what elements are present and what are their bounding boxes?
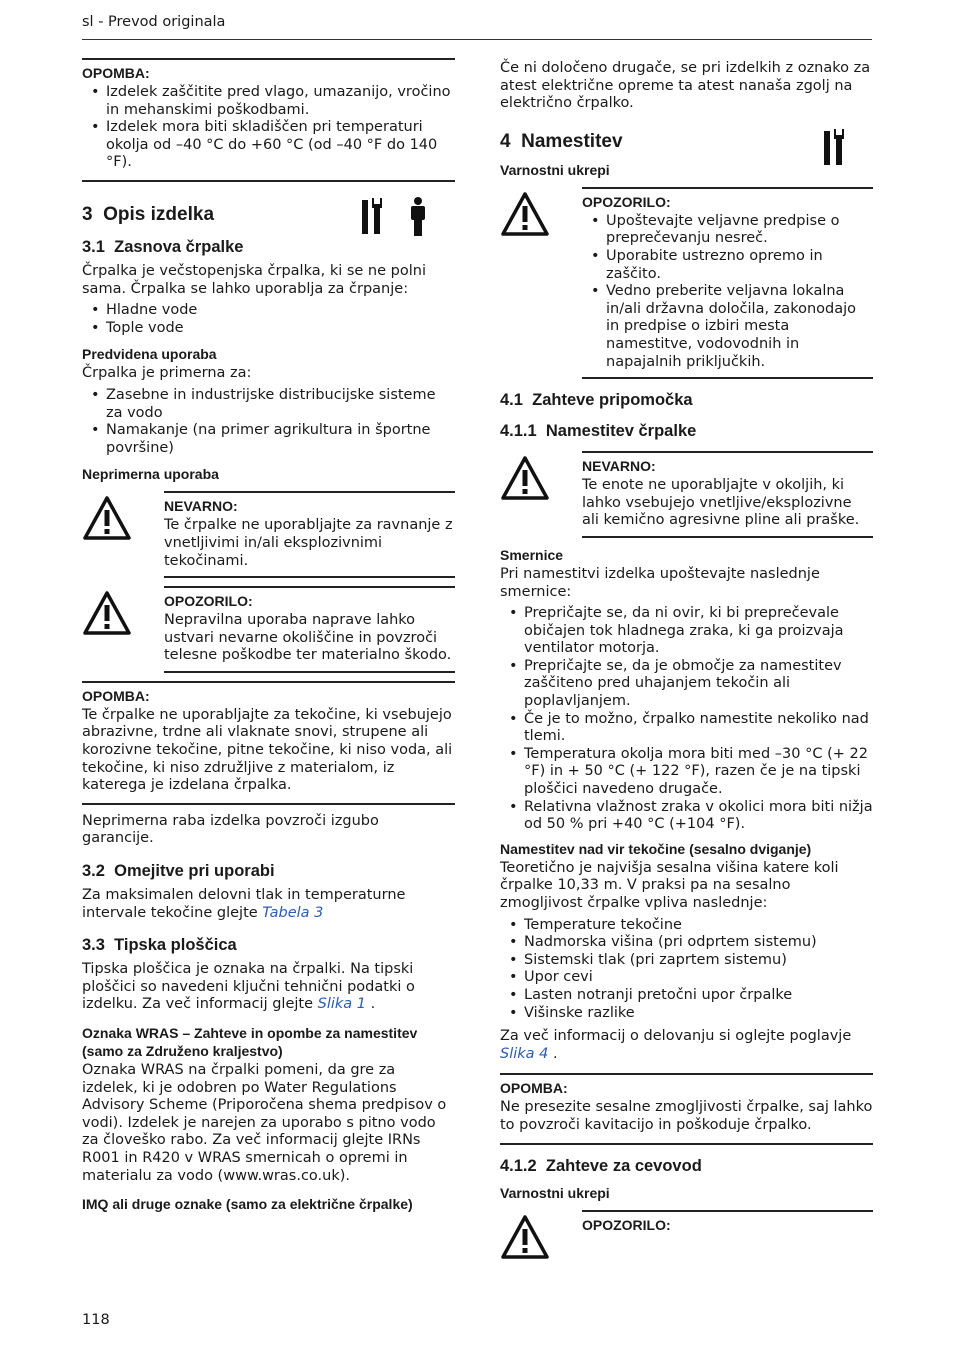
paragraph: Neprimerna raba izdelka povzroči izgubo garancije. bbox=[82, 812, 379, 847]
warning-triangle-icon bbox=[500, 455, 550, 505]
tools-icon bbox=[358, 196, 388, 242]
paragraph: Pri namestitvi izdelka upoštevajte naslednje smernice: bbox=[500, 565, 820, 600]
subheading: Oznaka WRAS – Zahteve in opombe za namestitev (samo za Združeno kraljestvo) bbox=[82, 1025, 418, 1059]
note-label: OPOMBA: bbox=[82, 65, 150, 81]
warning-box bbox=[82, 586, 455, 673]
subheading: Varnostni ukrepi bbox=[500, 161, 610, 178]
list-item: • Temperatura okolja mora biti med –30 °C (+ 22 °F) in + 50 °C (+ 122 °F), razen če je na tipski ploščici navedeno drugače. bbox=[500, 746, 873, 799]
list-item: • Prepričajte se, da ni ovir, ki bi preprečevale običajen tok hladnega zraka, ki ga proizvaja ventilator motorja. bbox=[500, 605, 873, 658]
note-label: OPOMBA: bbox=[500, 1080, 568, 1097]
list-item: • Uporabite ustrezno opremo in zaščito. bbox=[582, 248, 873, 283]
subheading: Namestitev nad vir tekočine (sesalno dviganje) bbox=[500, 840, 812, 857]
list-item: • Če je to možno, črpalko namestite nekoliko nad tlemi. bbox=[500, 711, 873, 746]
list-item: • Višinske razlike bbox=[500, 1005, 873, 1023]
paragraph: Tipska ploščica je oznaka na črpalki. Na tipski ploščici so navedeni ključni tehnični podatki o izdelku. Za več informacij glejte Slika 1 . bbox=[82, 961, 415, 1013]
warning-box bbox=[500, 1210, 873, 1234]
subheading: Smernice bbox=[500, 546, 564, 563]
section-title: 3.2 Omejitve pri uporabi bbox=[82, 862, 275, 881]
warning-triangle-icon bbox=[82, 495, 132, 545]
list-item: • Upor cevi bbox=[500, 969, 873, 987]
paragraph: Za maksimalen delovni tlak in temperaturne intervale tekočine glejte Tabela 3 bbox=[82, 887, 406, 921]
danger-label: NEVARNO: bbox=[164, 498, 238, 515]
list-item: • Relativna vlažnost zraka v okolici mora biti nižja od 50 % pri +40 °C (+104 °F). bbox=[500, 799, 873, 834]
warning-box bbox=[500, 187, 873, 379]
section-4-title-row bbox=[500, 131, 873, 161]
warning-label: OPOZORILO: bbox=[582, 1216, 671, 1233]
list-item: • Zasebne in industrijske distribucijske sisteme za vodo bbox=[82, 387, 455, 422]
section-title: 3 Opis izdelka bbox=[82, 203, 215, 225]
warning-triangle-icon bbox=[500, 1214, 550, 1264]
page-header: sl - Prevod originala bbox=[82, 14, 226, 30]
list-item: • Prepričajte se, da je območje za namestitev zaščiteno pred uhajanjem tekočin ali poplavljanjem. bbox=[500, 658, 873, 711]
list-item: • Sistemski tlak (pri zaprtem sistemu) bbox=[500, 952, 873, 970]
paragraph: Če ni določeno drugače, se pri izdelkih z oznako za atest električne opreme ta atest nanaša zgolj na električno črpalko. bbox=[500, 60, 871, 112]
paragraph: Teoretično je najvišja sesalna višina katere koli črpalke 10,33 m. V praksi pa na sesalno zmogljivost črpalke vpliva naslednje: bbox=[500, 859, 839, 911]
warning-triangle-icon bbox=[500, 191, 550, 241]
note-box bbox=[82, 60, 455, 178]
figure-link[interactable]: Slika 4 bbox=[500, 1045, 549, 1062]
section-3-title-row bbox=[82, 204, 455, 236]
danger-box bbox=[500, 451, 873, 538]
note-text: Ne presezite sesalne zmogljivosti črpalke, saj lahko to povzroči kavitacijo in poškoduje črpalko. bbox=[500, 1099, 873, 1133]
paragraph: Oznaka WRAS na črpalki pomeni, da gre za izdelek, ki je odobren po Water Regulations Advisory Scheme (Priporočena shema predpisov o vodi). Izdelek je narejen za uporabo s pitno vodo za človeško rabo. Za več informacij glejte IRNs R001 in R420 v WRAS smernicah o opremi in materialu za vodo (www.wras.co.uk). bbox=[82, 1062, 447, 1184]
list-item: • Temperature tekočine bbox=[500, 917, 873, 935]
list-item: • Izdelek mora biti skladiščen pri temperaturi okolja od –40 °C do +60 °C (od –40 °F do 140 °F). bbox=[82, 119, 455, 172]
note-label: OPOMBA: bbox=[82, 687, 150, 704]
list-item: • Vedno preberite veljavna lokalna in/ali državna določila, zakonodajo in predpise o izbiri mesta namestitve, vodovodnih in napajalnih priključkih. bbox=[582, 283, 873, 371]
subheading: Varnostni ukrepi bbox=[500, 1184, 610, 1201]
list-item: • Izdelek zaščitite pred vlago, umazanijo, vročino in mehanskimi poškodbami. bbox=[82, 84, 455, 119]
section-title: 4 Namestitev bbox=[500, 130, 623, 152]
note-box bbox=[82, 683, 455, 801]
section-title: 3.3 Tipska ploščica bbox=[82, 936, 237, 955]
list-item: • Nadmorska višina (pri odprtem sistemu) bbox=[500, 934, 873, 952]
table-link[interactable]: Tabela 3 bbox=[262, 904, 324, 921]
paragraph: Za več informacij o delovanju si oglejte poglavje Slika 4 . bbox=[500, 1028, 852, 1062]
paragraph: Črpalka je večstopenjska črpalka, ki se ne polni sama. Črpalka se lahko uporablja za črpanje: bbox=[82, 262, 426, 297]
list-item: • Namakanje (na primer agrikultura in športne površine) bbox=[82, 422, 455, 457]
tools-icon bbox=[820, 127, 850, 173]
danger-text: Te enote ne uporabljajte v okoljih, ki lahko vsebujejo vnetljive/eksplozivne ali kemično agresivne pline ali praške. bbox=[582, 477, 860, 529]
section-title: 4.1 Zahteve pripomočka bbox=[500, 391, 693, 410]
subheading: Neprimerna uporaba bbox=[82, 466, 219, 483]
figure-link[interactable]: Slika 1 bbox=[317, 996, 367, 1013]
paragraph: Črpalka je primerna za: bbox=[82, 365, 252, 382]
page-number: 118 bbox=[82, 1312, 110, 1328]
note-bottom-rule bbox=[500, 1143, 873, 1145]
section-title: 4.1.2 Zahteve za cevovod bbox=[500, 1156, 702, 1175]
list-item: • Lasten notranji pretočni upor črpalke bbox=[500, 987, 873, 1005]
list-item: • Hladne vode bbox=[82, 302, 455, 320]
danger-label: NEVARNO: bbox=[582, 458, 656, 475]
note-box bbox=[500, 1075, 873, 1140]
warning-triangle-icon bbox=[82, 590, 132, 640]
section-title: 3.1 Zasnova črpalke bbox=[82, 237, 244, 256]
danger-box bbox=[82, 491, 455, 578]
right-column bbox=[500, 58, 873, 1236]
subheading: Predvidena uporaba bbox=[82, 346, 217, 363]
list-item: • Tople vode bbox=[82, 320, 455, 338]
warning-text: Nepravilna uporaba naprave lahko ustvari nevarne okoliščine in povzroči telesne poškodbe ter materialno škodo. bbox=[164, 612, 452, 664]
left-column bbox=[82, 58, 455, 1215]
danger-text: Te črpalke ne uporabljajte za ravnanje z vnetljivimi in/ali eksplozivnimi tekočinami. bbox=[164, 517, 453, 569]
warning-label: OPOZORILO: bbox=[582, 193, 671, 210]
person-icon bbox=[406, 196, 430, 242]
warning-label: OPOZORILO: bbox=[164, 593, 253, 610]
section-title: 4.1.1 Namestitev črpalke bbox=[500, 422, 697, 441]
list-item: • Upoštevajte veljavne predpise o preprečevanju nesreč. bbox=[582, 213, 873, 248]
note-text: Te črpalke ne uporabljajte za tekočine, ki vsebujejo abrazivne, trdne ali vlaknate snovi, strupene ali korozivne tekočine, pitne tekočine, ki niso voda, ali tekočine, ki niso združljive z materialom, iz katerega je izdelana črpalka. bbox=[82, 706, 453, 794]
header-rule bbox=[82, 39, 872, 40]
note-bottom-rule bbox=[82, 180, 455, 182]
subheading: IMQ ali druge oznake (samo za električne črpalke) bbox=[82, 1196, 413, 1213]
note-bottom-rule bbox=[82, 803, 455, 805]
